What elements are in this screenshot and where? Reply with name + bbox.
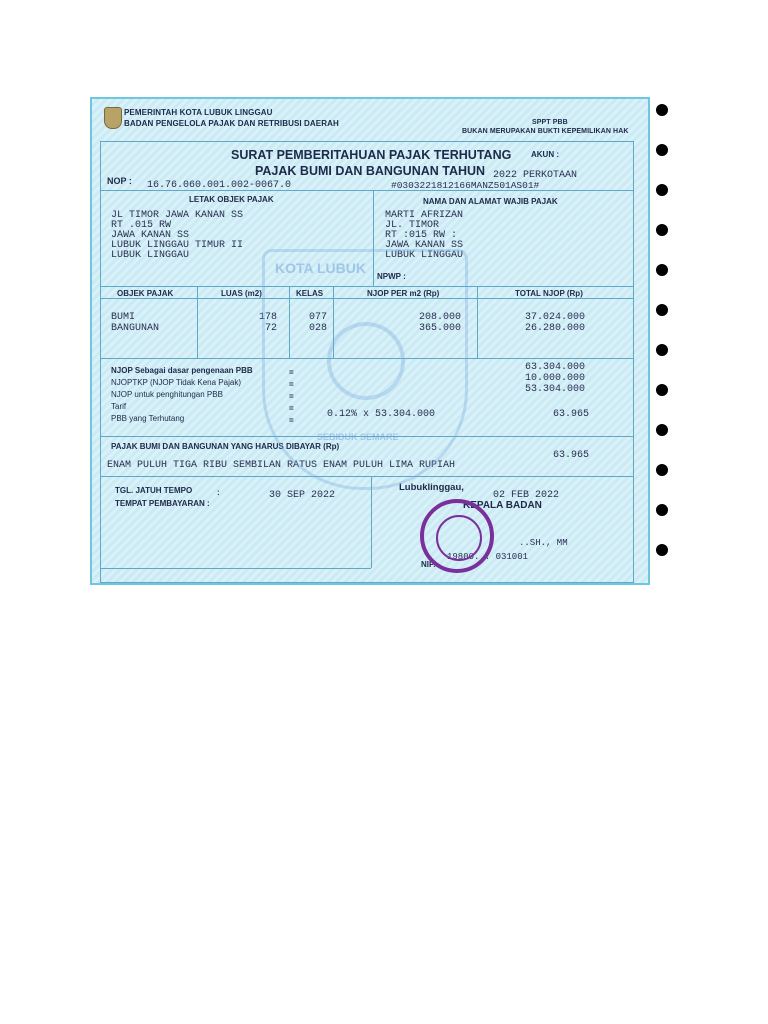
- hole-icon: [656, 264, 668, 276]
- nop-value: 16.76.060.001.002-0067.0: [147, 180, 292, 191]
- calc-eq: =: [289, 368, 294, 377]
- row-njop-m2: 365.000: [419, 323, 462, 334]
- jatuh-tempo-value: 30 SEP 2022: [269, 490, 336, 501]
- nop-label: NOP :: [107, 176, 132, 186]
- row-luas: 72: [265, 323, 278, 334]
- official-name: ..SH., MM: [519, 538, 568, 548]
- row-kelas: 077: [309, 312, 328, 323]
- pbb-terhutang: 63.965: [553, 409, 590, 420]
- calc-value: 10.000.000: [525, 373, 586, 384]
- calc-value: 63.304.000: [525, 362, 586, 373]
- hole-icon: [656, 504, 668, 516]
- row-luas: 178: [259, 312, 278, 323]
- issue-date: 02 FEB 2022: [493, 490, 560, 501]
- col-objek: OBJEK PAJAK: [117, 289, 174, 298]
- form-name: SPPT PBB: [532, 119, 568, 126]
- ship-wheel-icon: [327, 322, 405, 400]
- wajib-line: LUBUK LINGGAU: [385, 250, 464, 261]
- watermark-motto: SEBIDUK SEMARE: [317, 432, 399, 442]
- jatuh-tempo-label: TGL. JATUH TEMPO: [115, 486, 193, 495]
- calc-label: Tarif: [111, 402, 127, 411]
- wajib-line: JL. TIMOR: [385, 220, 440, 231]
- col-kelas: KELAS: [296, 289, 324, 298]
- calc-label: NJOP Sebagai dasar pengenaan PBB: [111, 366, 253, 375]
- col-luas: LUAS (m2): [221, 289, 262, 298]
- hole-icon: [656, 104, 668, 116]
- calc-value: 53.304.000: [525, 384, 586, 395]
- hole-icon: [656, 544, 668, 556]
- city-emblem-icon: [104, 107, 122, 129]
- calc-eq: =: [289, 380, 294, 389]
- title-line1: SURAT PEMBERITAHUAN PAJAK TERHUTANG: [231, 148, 512, 162]
- bayar-words: ENAM PULUH TIGA RIBU SEMBILAN RATUS ENAM PULUH LIMA RUPIAH: [107, 460, 456, 471]
- ownership-note: BUKAN MERUPAKAN BUKTI KEPEMILIKAN HAK: [462, 128, 629, 135]
- row-objek: BANGUNAN: [111, 323, 160, 334]
- letak-label: LETAK OBJEK PAJAK: [189, 195, 274, 204]
- hole-icon: [656, 424, 668, 436]
- letak-line: LUBUK LINGGAU: [111, 250, 190, 261]
- bayar-label: PAJAK BUMI DAN BANGUNAN YANG HARUS DIBAYAR (Rp): [111, 442, 340, 451]
- letak-line: JL TIMOR JAWA KANAN SS: [111, 210, 244, 221]
- nop-code: #0303221812166MANZ501AS01#: [391, 180, 540, 191]
- hole-icon: [656, 184, 668, 196]
- row-njop-m2: 208.000: [419, 312, 462, 323]
- letak-line: JAWA KANAN SS: [111, 230, 190, 241]
- akun-label: AKUN :: [531, 150, 559, 159]
- row-kelas: 028: [309, 323, 328, 334]
- hole-icon: [656, 384, 668, 396]
- wajib-line: RT :015 RW :: [385, 230, 458, 241]
- nip-label: NIP.: [421, 560, 436, 569]
- calc-label: NJOPTKP (NJOP Tidak Kena Pajak): [111, 378, 241, 387]
- place-label: Lubuklinggau,: [399, 482, 464, 493]
- letak-line: LUBUK LINGGAU TIMUR II: [111, 240, 244, 251]
- row-total: 37.024.000: [525, 312, 586, 323]
- gov-name: PEMERINTAH KOTA LUBUK LINGGAU: [124, 108, 273, 117]
- sppt-document: [90, 97, 650, 585]
- hole-icon: [656, 144, 668, 156]
- col-total: TOTAL NJOP (Rp): [515, 289, 583, 298]
- wajib-line: JAWA KANAN SS: [385, 240, 464, 251]
- calc-eq: =: [289, 392, 294, 401]
- hole-icon: [656, 304, 668, 316]
- row-total: 26.280.000: [525, 323, 586, 334]
- bayar-amount: 63.965: [553, 450, 590, 461]
- official-stamp: [420, 499, 494, 573]
- calc-label: PBB yang Terhutang: [111, 414, 185, 423]
- tax-year-type: 2022 PERKOTAAN: [493, 170, 578, 181]
- tempat-label: TEMPAT PEMBAYARAN :: [115, 499, 210, 508]
- wajib-line: MARTI AFRIZAN: [385, 210, 464, 221]
- wajib-label: NAMA DAN ALAMAT WAJIB PAJAK: [423, 197, 558, 206]
- col-njop-m2: NJOP PER m2 (Rp): [367, 289, 440, 298]
- watermark-text: KOTA LUBUK: [275, 260, 366, 276]
- hole-icon: [656, 464, 668, 476]
- document-header: [94, 101, 646, 137]
- hole-icon: [656, 224, 668, 236]
- city-watermark: [262, 249, 468, 490]
- hole-icon: [656, 344, 668, 356]
- letak-line: RT .015 RW: [111, 220, 172, 231]
- calc-eq: =: [289, 416, 294, 425]
- npwp-label: NPWP :: [377, 272, 406, 281]
- row-objek: BUMI: [111, 312, 136, 323]
- kepala-badan: KEPALA BADAN: [463, 500, 542, 511]
- calc-formula: 0.12% x 53.304.000: [327, 409, 436, 420]
- nip-value: 19800... 031001: [447, 552, 529, 562]
- jatuh-tempo-colon: :: [217, 488, 220, 497]
- title-line2: PAJAK BUMI DAN BANGUNAN TAHUN: [255, 164, 486, 178]
- calc-label: NJOP untuk penghitungan PBB: [111, 390, 223, 399]
- agency-name: BADAN PENGELOLA PAJAK DAN RETRIBUSI DAERAH: [124, 119, 339, 128]
- calc-eq: =: [289, 404, 294, 413]
